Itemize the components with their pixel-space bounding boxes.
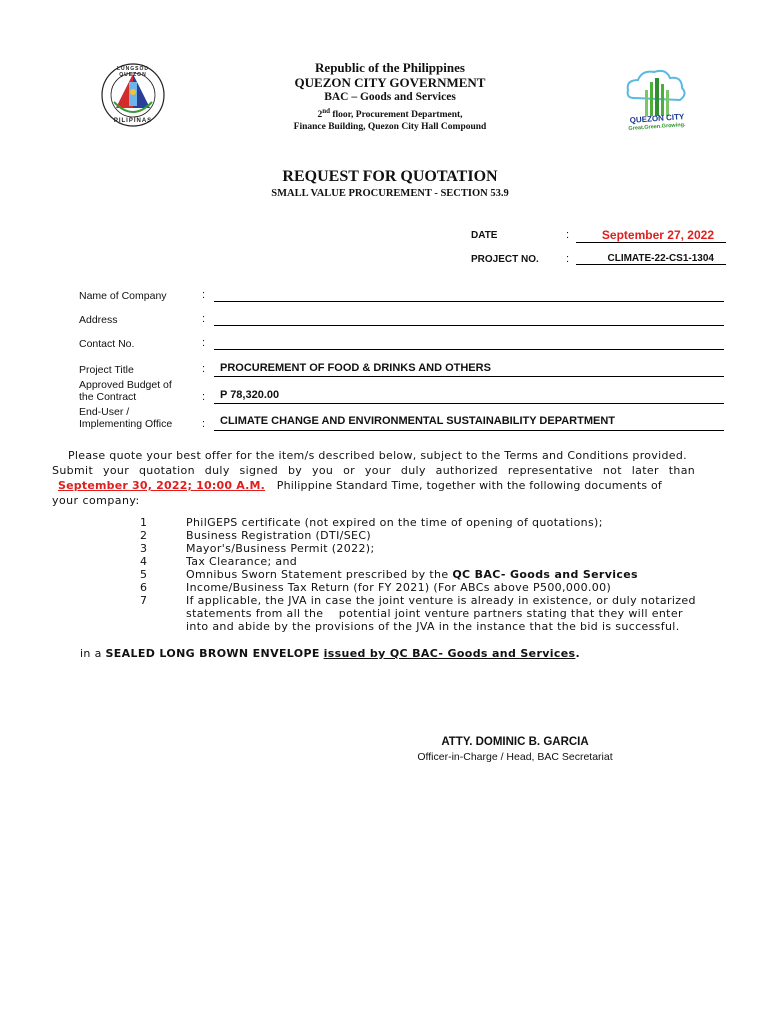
address-field[interactable] bbox=[214, 310, 724, 326]
instructions-line-3: September 30, 2022; 10:00 A.M. Philippine Standard Time, together with the following documents of bbox=[52, 478, 712, 493]
list-item: 6 Income/Business Tax Return (for FY 2021) (For ABCs above P500,000.00) bbox=[140, 581, 612, 594]
list-item: 2 Business Registration (DTI/SEC) bbox=[140, 529, 372, 542]
document-subtitle: SMALL VALUE PROCUREMENT - SECTION 53.9 bbox=[271, 188, 509, 199]
seal-top-text: LUNGSOD QUEZON bbox=[117, 66, 149, 78]
header-line-2: QUEZON CITY GOVERNMENT bbox=[294, 75, 486, 90]
required-documents-list bbox=[140, 516, 720, 633]
abc-colon: : bbox=[202, 391, 206, 403]
instructions-line-1: Please quote your best offer for the item/s described below, subject to the Terms and Conditions provided. bbox=[68, 449, 687, 462]
abc-value: P 78,320.00 bbox=[220, 389, 280, 401]
project-title-colon: : bbox=[202, 363, 206, 375]
date-value: September 27, 2022 bbox=[576, 228, 726, 243]
company-name-colon: : bbox=[202, 289, 206, 301]
header-line-1: Republic of the Philippines bbox=[315, 60, 465, 75]
instructions-line-2: Submit your quotation duly signed by you or your duly authorized representative not later than bbox=[52, 464, 696, 477]
logo-tagline: Great.Green.Growing. bbox=[628, 122, 686, 132]
header-line-3: BAC – Goods and Services bbox=[324, 91, 456, 103]
project-no-label: PROJECT NO. bbox=[471, 254, 539, 265]
abc-line bbox=[214, 388, 724, 404]
list-item: 7 If applicable, the JVA in case the joint venture is already in existence, or duly notarized statements from all the potential joint venture partners stating that they will enter into and abide by the provisions of the JVA in the instance that the bid is successful. bbox=[140, 594, 696, 633]
end-user-label-2: Implementing Office bbox=[79, 418, 173, 430]
end-user-value: CLIMATE CHANGE AND ENVIRONMENTAL SUSTAINABILITY DEPARTMENT bbox=[220, 415, 615, 427]
project-title-value: PROCUREMENT OF FOOD & DRINKS AND OTHERS bbox=[220, 362, 491, 374]
quezon-city-seal bbox=[100, 62, 166, 128]
abc-label-2: the Contract bbox=[79, 391, 137, 403]
date-colon: : bbox=[566, 229, 570, 241]
logo-name: QUEZON CITY bbox=[629, 112, 685, 125]
address-colon: : bbox=[202, 313, 206, 325]
address-label: Address bbox=[79, 314, 118, 326]
envelope-instruction: in a SEALED LONG BROWN ENVELOPE issued by QC BAC- Goods and Services. bbox=[80, 647, 580, 660]
header-line-5: Finance Building, Quezon City Hall Compound bbox=[293, 122, 487, 133]
list-item: 3 Mayor's/Business Permit (2022); bbox=[140, 542, 375, 555]
signatory-name: ATTY. DOMINIC B. GARCIA bbox=[441, 736, 589, 748]
header-line-4: 2nd floor, Procurement Department, bbox=[317, 107, 463, 121]
project-no-colon: : bbox=[566, 253, 570, 265]
contact-no-colon: : bbox=[202, 337, 206, 349]
list-item: 5 Omnibus Sworn Statement prescribed by the QC BAC- Goods and Services bbox=[140, 568, 638, 581]
contact-no-field[interactable] bbox=[214, 334, 724, 350]
end-user-colon: : bbox=[202, 418, 206, 430]
signatory-title: Officer-in-Charge / Head, BAC Secretariat bbox=[417, 751, 613, 763]
company-name-label: Name of Company bbox=[79, 290, 167, 302]
end-user-label-1: End-User / bbox=[79, 406, 130, 418]
quezon-city-logo bbox=[620, 68, 692, 134]
document-title: REQUEST FOR QUOTATION bbox=[282, 168, 498, 185]
date-label: DATE bbox=[471, 230, 498, 241]
submission-deadline: September 30, 2022; 10:00 A.M. bbox=[58, 479, 266, 492]
abc-label-1: Approved Budget of bbox=[79, 379, 172, 391]
list-item: 1 PhilGEPS certificate (not expired on the time of opening of quotations); bbox=[140, 516, 603, 529]
contact-no-label: Contact No. bbox=[79, 338, 135, 350]
list-item: 4 Tax Clearance; and bbox=[140, 555, 298, 568]
seal-bottom-text: PILIPINAS bbox=[113, 118, 153, 124]
letterhead bbox=[190, 60, 590, 133]
project-no-value: CLIMATE-22-CS1-1304 bbox=[576, 253, 726, 265]
instructions-line-4: your company: bbox=[52, 494, 140, 507]
company-name-field[interactable] bbox=[214, 286, 724, 302]
project-title-label: Project Title bbox=[79, 364, 134, 376]
